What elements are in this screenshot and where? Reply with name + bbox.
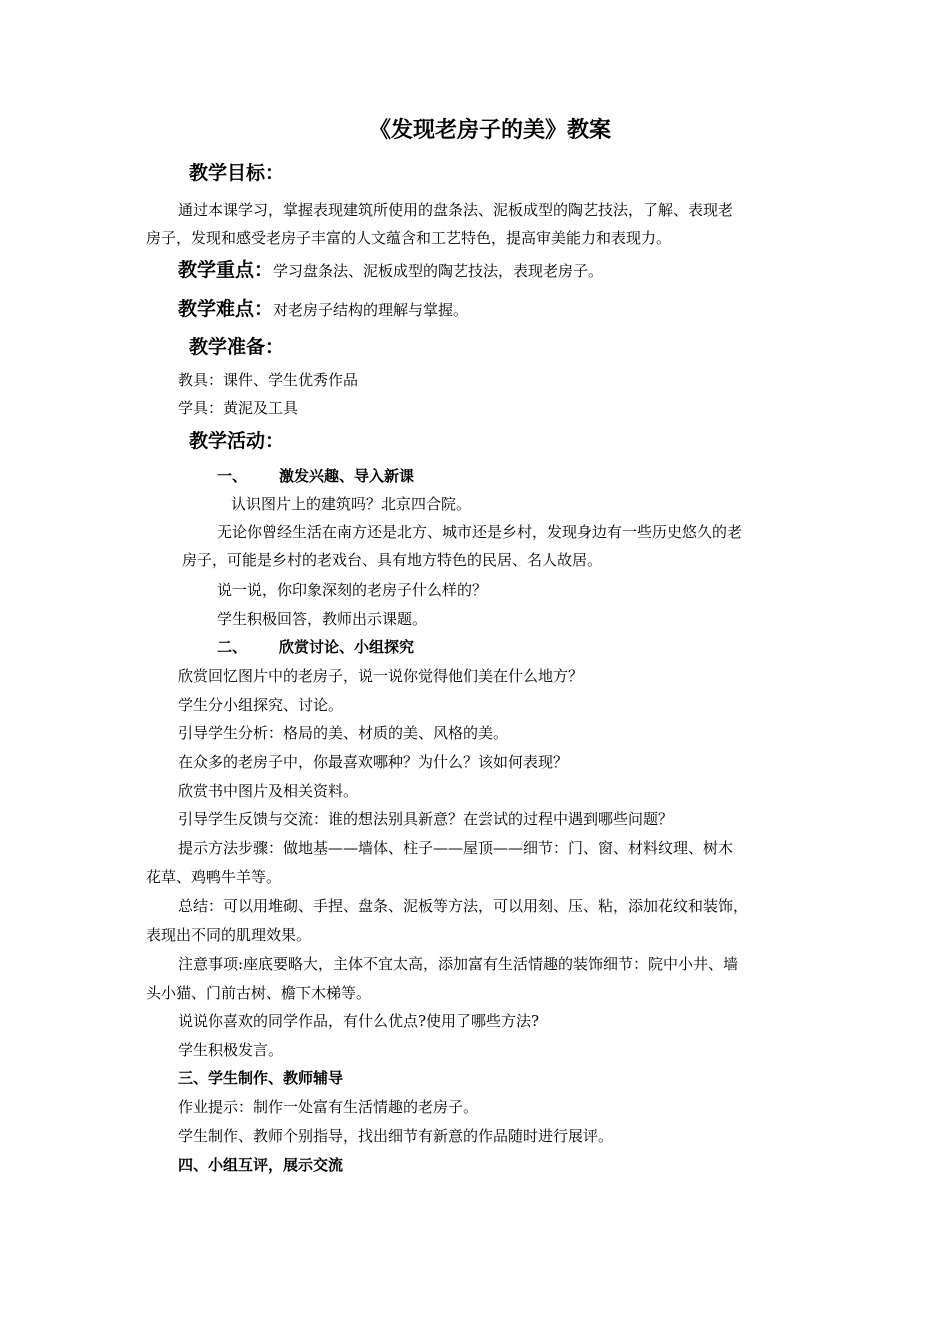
section-3-p1: 作业提示：制作一处富有生活情趣的老房子。 <box>178 1098 479 1116</box>
activities-heading: 教学活动： <box>189 430 285 452</box>
section-2-p11: 学生积极发言。 <box>178 1041 284 1059</box>
key-point-row <box>178 257 603 283</box>
section-2-p9-line-1: 注意事项:座底要略大，主体不宜太高，添加富有生活情趣的装饰细节：院中小井、墙 <box>178 955 739 973</box>
section-1-p4: 学生积极回答，教师出示课题。 <box>217 610 428 628</box>
section-2-p1: 欣赏回忆图片中的老房子，说一说你觉得他们美在什么地方？ <box>178 667 584 685</box>
section-3-title: 三、学生制作、教师辅导 <box>178 1069 344 1087</box>
section-1-p3: 说一说，你印象深刻的老房子什么样的？ <box>217 581 488 599</box>
section-1-p2-line-1: 无论你曾经生活在南方还是北方、城市还是乡村，发现身边有一些历史悠久的老 <box>217 523 743 541</box>
section-2-p3: 引导学生分析：格局的美、材质的美、风格的美。 <box>178 724 509 742</box>
objectives-line-2: 房子，发现和感受老房子丰富的人文蕴含和工艺特色，提高审美能力和表现力。 <box>146 229 672 247</box>
section-3-p2: 学生制作、教师个别指导，找出细节有新意的作品随时进行展评。 <box>178 1127 614 1145</box>
section-2-title: 欣赏讨论、小组探究 <box>279 638 415 656</box>
section-2-p7-line-1: 提示方法步骤：做地基——墙体、柱子——屋顶——细节：门、窗、材料纹理、树木 <box>178 839 734 857</box>
section-2-p4: 在众多的老房子中，你最喜欢哪种？为什么？该如何表现？ <box>178 753 569 771</box>
preparation-teacher: 教具：课件、学生优秀作品 <box>178 371 359 389</box>
section-2-number: 二、 <box>217 638 248 656</box>
section-2-p2: 学生分小组探究、讨论。 <box>178 696 344 714</box>
preparation-heading: 教学准备： <box>189 336 285 358</box>
objectives-line-1: 通过本课学习，掌握表现建筑所使用的盘条法、泥板成型的陶艺技法，了解、表现老 <box>178 201 734 219</box>
section-4-title: 四、小组互评，展示交流 <box>178 1156 344 1174</box>
difficulty-row <box>178 296 468 322</box>
section-1-p1: 认识图片上的建筑吗？北京四合院。 <box>231 495 472 513</box>
section-2-p8-line-1: 总结：可以用堆砌、手捏、盘条、泥板等方法，可以用刻、压、粘，添加花纹和装饰， <box>178 897 749 915</box>
section-2-p6: 引导学生反馈与交流：谁的想法别具新意？在尝试的过程中遇到哪些问题？ <box>178 810 674 828</box>
section-2-p8-line-2: 表现出不同的肌理效果。 <box>146 926 312 944</box>
section-2-p7-line-2: 花草、鸡鸭牛羊等。 <box>146 868 282 886</box>
section-1-number: 一、 <box>217 467 248 485</box>
section-1-p2-line-2: 房子，可能是乡村的老戏台、具有地方特色的民居、名人故居。 <box>182 551 603 569</box>
objectives-heading: 教学目标： <box>189 162 285 184</box>
preparation-student: 学具：黄泥及工具 <box>178 399 299 417</box>
difficulty-label: 教学难点： <box>178 298 274 320</box>
section-2-p10: 说说你喜欢的同学作品，有什么优点?使用了哪些方法? <box>178 1012 540 1030</box>
section-2-p5: 欣赏书中图片及相关资料。 <box>178 782 359 800</box>
page-title: 《发现老房子的美》教案 <box>368 118 611 143</box>
section-2-p9-line-2: 头小猫、门前古树、檐下木梯等。 <box>146 984 372 1002</box>
key-point-label: 教学重点： <box>178 259 274 281</box>
difficulty-text: 对老房子结构的理解与掌握。 <box>273 301 469 319</box>
section-1-title: 激发兴趣、导入新课 <box>279 467 415 485</box>
key-point-text: 学习盘条法、泥板成型的陶艺技法，表现老房子。 <box>273 262 604 280</box>
